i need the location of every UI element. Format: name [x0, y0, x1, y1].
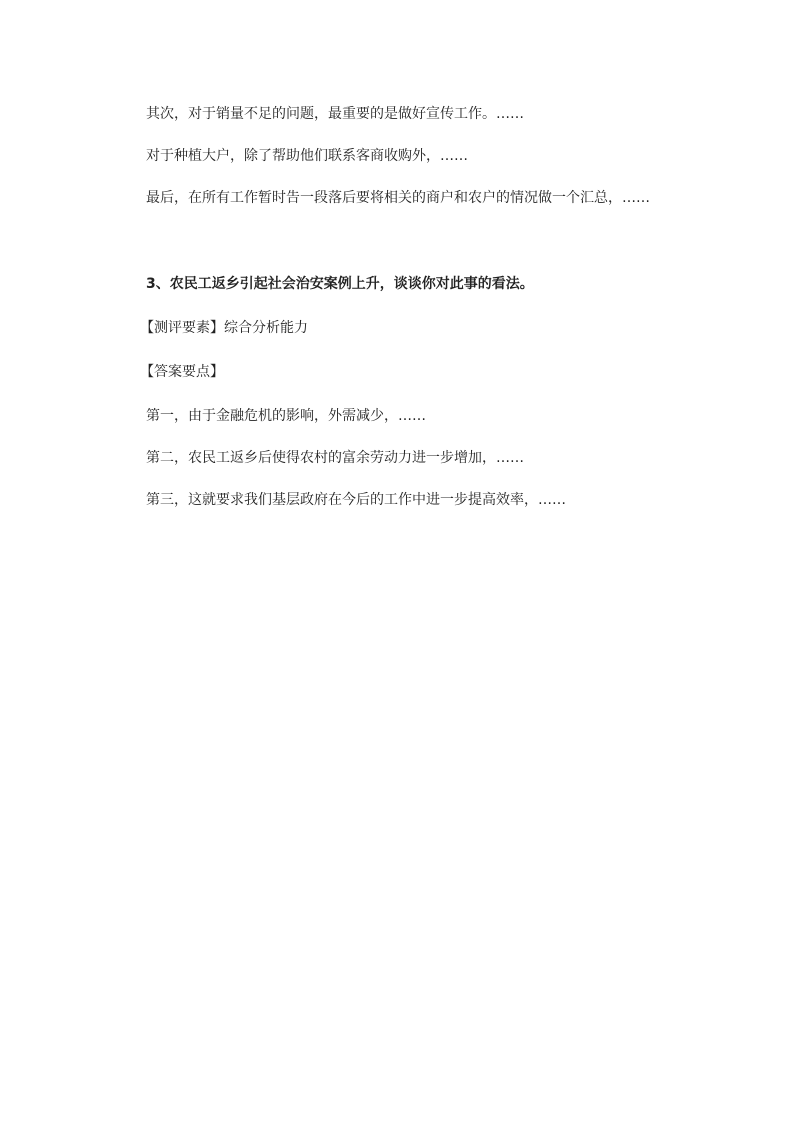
- question-heading: 3、农民工返乡引起社会治安案例上升，谈谈你对此事的看法。: [146, 276, 534, 292]
- document-body: [118, 98, 676, 526]
- paragraph-point-two: 第二，农民工返乡后使得农村的富余劳动力进一步增加，……: [146, 450, 524, 466]
- paragraph-large-growers: 对于种植大户，除了帮助他们联系客商收购外，……: [146, 148, 468, 164]
- paragraph-summary: 最后，在所有工作暂时告一段落后要将相关的商户和农户的情况做一个汇总，……: [146, 190, 650, 206]
- paragraph-publicity: 其次，对于销量不足的问题，最重要的是做好宣传工作。……: [146, 106, 524, 122]
- paragraph-point-three: 第三，这就要求我们基层政府在今后的工作中进一步提高效率，……: [146, 492, 566, 508]
- answer-points-label: 【答案要点】: [140, 364, 224, 380]
- evaluation-label: 【测评要素】综合分析能力: [140, 320, 308, 336]
- paragraph-point-one: 第一，由于金融危机的影响，外需减少，……: [146, 408, 426, 424]
